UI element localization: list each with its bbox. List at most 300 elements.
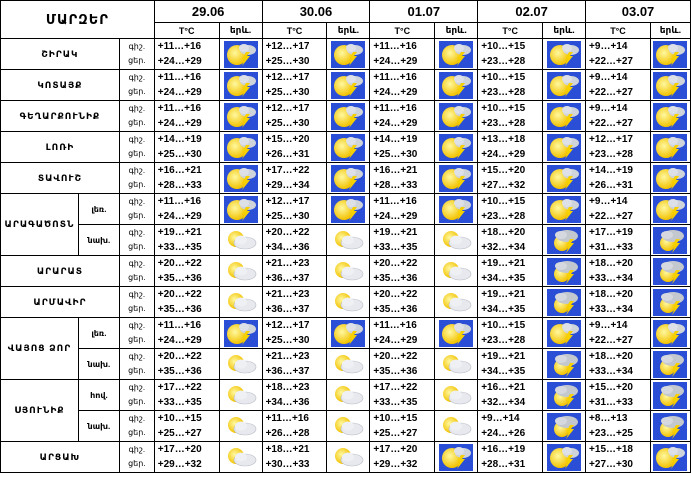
partly-cloudy-icon [219, 442, 262, 473]
partly-cloudy-icon [327, 256, 370, 287]
day-temperature: +24…+26 [481, 428, 526, 439]
day-temperature: +22…+27 [589, 56, 633, 67]
night-temperature: +10…+15 [481, 320, 526, 331]
day-temperature: +34…+36 [265, 242, 310, 253]
temperature-cell [586, 442, 651, 473]
time-of-day-labels [119, 442, 154, 473]
table-row [1, 380, 691, 411]
day-temperature: +33…+35 [157, 397, 202, 408]
partly-cloudy-icon [435, 256, 478, 287]
day-temperature: +24…+29 [157, 118, 202, 129]
time-of-day-labels [119, 287, 154, 318]
day-label: ցեր. [128, 273, 146, 282]
day-temperature: +25…+30 [373, 149, 418, 160]
temperature-cell [370, 287, 435, 318]
sun-cloud-lightning-icon [327, 70, 370, 101]
night-temperature: +20…+22 [157, 289, 202, 300]
sun-cloud-lightning-icon [650, 442, 690, 473]
day-label: ցեր. [128, 428, 146, 437]
temperature-cell [370, 256, 435, 287]
night-temperature: +11…+16 [157, 320, 202, 331]
icon-column-header: երև. [435, 23, 478, 39]
night-temperature: +18…+20 [589, 289, 633, 300]
night-temperature: +8…+13 [589, 413, 628, 424]
night-temperature: +11…+16 [157, 103, 202, 114]
day-temperature: +25…+30 [265, 211, 310, 222]
night-temperature: +10…+15 [373, 413, 418, 424]
night-temperature: +15…+20 [481, 165, 526, 176]
day-temperature: +35…+36 [157, 304, 202, 315]
day-temperature: +29…+32 [157, 459, 202, 470]
day-temperature: +25…+30 [265, 118, 310, 129]
night-temperature: +17…+19 [589, 227, 633, 238]
region-name: ԱՐԱՐԱՏ [1, 256, 120, 287]
sun-cloud-lightning-icon [543, 39, 586, 70]
temp-column-header: T°C [478, 23, 543, 39]
cloud-sun-lightning-icon [650, 380, 690, 411]
night-temperature: +19…+21 [373, 227, 418, 238]
day-label: ցեր. [128, 211, 146, 220]
cloud-sun-lightning-icon [543, 380, 586, 411]
partly-cloudy-icon [327, 380, 370, 411]
night-temperature: +17…+20 [157, 444, 202, 455]
temperature-cell [586, 318, 651, 349]
night-temperature: +11…+16 [265, 413, 309, 424]
partly-cloudy-icon [219, 287, 262, 318]
sun-cloud-lightning-icon [435, 163, 478, 194]
header-dates-row [1, 1, 691, 23]
night-temperature: +12…+17 [265, 196, 310, 207]
sun-cloud-lightning-icon [435, 70, 478, 101]
night-temperature: +21…+23 [265, 258, 310, 269]
temperature-cell [154, 287, 219, 318]
day-temperature: +24…+29 [157, 211, 202, 222]
night-label: գիշ. [128, 321, 146, 330]
day-temperature: +28…+31 [481, 459, 526, 470]
day-temperature: +23…+28 [481, 56, 526, 67]
forecast-body [1, 39, 691, 473]
temperature-cell [262, 70, 327, 101]
region-name: ԱՐՑԱԽ [1, 442, 120, 473]
day-temperature: +24…+29 [373, 335, 418, 346]
sun-cloud-lightning-icon [435, 442, 478, 473]
temperature-cell [262, 225, 327, 256]
day-label: ցեր. [128, 180, 146, 189]
temperature-cell [478, 256, 543, 287]
time-of-day-labels [119, 163, 154, 194]
table-row [1, 132, 691, 163]
temperature-cell [478, 39, 543, 70]
day-temperature: +33…+34 [589, 273, 633, 284]
date-header: 01.07 [370, 1, 478, 23]
sun-cloud-lightning-icon [435, 318, 478, 349]
day-temperature: +28…+33 [373, 180, 418, 191]
sun-cloud-lightning-icon [219, 163, 262, 194]
region-name: ԿՈՏԱՅՔ [1, 70, 120, 101]
night-temperature: +11…+16 [373, 196, 417, 207]
sun-cloud-lightning-icon [435, 101, 478, 132]
day-temperature: +32…+34 [481, 397, 526, 408]
day-label: ցեր. [128, 242, 146, 251]
partly-cloudy-icon [435, 225, 478, 256]
time-of-day-labels [119, 411, 154, 442]
sun-cloud-lightning-icon [219, 132, 262, 163]
sun-cloud-lightning-icon [327, 318, 370, 349]
day-temperature: +33…+35 [373, 397, 418, 408]
cloud-sun-lightning-icon [650, 256, 690, 287]
night-temperature: +11…+16 [373, 103, 417, 114]
temperature-cell [586, 163, 651, 194]
day-temperature: +22…+27 [589, 211, 633, 222]
partly-cloudy-icon [435, 287, 478, 318]
sun-cloud-lightning-icon [650, 194, 690, 225]
day-temperature: +33…+35 [373, 242, 418, 253]
cloud-sun-lightning-icon [543, 256, 586, 287]
day-temperature: +25…+30 [157, 149, 202, 160]
sun-cloud-lightning-icon [219, 39, 262, 70]
day-temperature: +24…+29 [157, 87, 202, 98]
night-temperature: +17…+22 [373, 382, 418, 393]
day-temperature: +23…+28 [589, 149, 633, 160]
partly-cloudy-icon [219, 411, 262, 442]
sub-region-name: լեռ. [78, 194, 119, 225]
night-temperature: +11…+16 [157, 41, 202, 52]
temperature-cell [478, 101, 543, 132]
night-temperature: +16…+21 [373, 165, 418, 176]
night-temperature: +15…+18 [589, 444, 633, 455]
night-temperature: +9…+14 [589, 72, 628, 83]
table-row [1, 70, 691, 101]
time-of-day-labels [119, 225, 154, 256]
temperature-cell [154, 132, 219, 163]
cloud-sun-lightning-icon [543, 349, 586, 380]
sun-cloud-lightning-icon [543, 132, 586, 163]
sub-region-name: հով. [78, 380, 119, 411]
night-temperature: +10…+15 [481, 196, 526, 207]
region-name: ԱՐԱԳԱԾՈՏՆ [1, 194, 79, 256]
sun-cloud-lightning-icon [650, 101, 690, 132]
day-temperature: +22…+27 [589, 335, 633, 346]
temperature-cell [154, 39, 219, 70]
temperature-cell [370, 318, 435, 349]
sub-region-name: նախ. [78, 349, 119, 380]
temperature-cell [478, 411, 543, 442]
day-label: ցեր. [128, 118, 146, 127]
temperature-cell [154, 411, 219, 442]
sun-cloud-lightning-icon [650, 163, 690, 194]
night-temperature: +20…+22 [373, 258, 418, 269]
night-temperature: +18…+20 [589, 351, 633, 362]
time-of-day-labels [119, 132, 154, 163]
region-name: ԱՐՄԱՎԻՐ [1, 287, 120, 318]
temperature-cell [154, 380, 219, 411]
temperature-cell [262, 349, 327, 380]
temperature-cell [586, 39, 651, 70]
day-label: ցեր. [128, 149, 146, 158]
temperature-cell [370, 442, 435, 473]
day-temperature: +33…+34 [589, 366, 633, 377]
temperature-cell [478, 163, 543, 194]
night-temperature: +11…+16 [157, 196, 202, 207]
time-of-day-labels [119, 349, 154, 380]
night-temperature: +9…+14 [481, 413, 520, 424]
night-temperature: +12…+17 [265, 103, 310, 114]
day-temperature: +31…+33 [589, 242, 633, 253]
day-temperature: +24…+29 [373, 87, 418, 98]
cloud-sun-lightning-icon [650, 411, 690, 442]
night-temperature: +17…+20 [373, 444, 418, 455]
night-temperature: +19…+21 [481, 351, 526, 362]
date-header: 29.06 [154, 1, 262, 23]
night-label: գիշ. [128, 259, 146, 268]
day-temperature: +34…+35 [481, 366, 526, 377]
night-temperature: +20…+22 [373, 289, 418, 300]
partly-cloudy-icon [435, 349, 478, 380]
sub-region-name: լեռ. [78, 318, 119, 349]
night-temperature: +18…+20 [481, 227, 526, 238]
day-temperature: +29…+34 [265, 180, 310, 191]
temperature-cell [370, 70, 435, 101]
night-temperature: +11…+16 [373, 320, 417, 331]
partly-cloudy-icon [327, 442, 370, 473]
night-temperature: +9…+14 [589, 320, 628, 331]
night-temperature: +16…+19 [481, 444, 526, 455]
night-temperature: +19…+21 [481, 289, 526, 300]
night-temperature: +11…+16 [373, 72, 417, 83]
day-temperature: +33…+35 [157, 242, 202, 253]
temperature-cell [478, 442, 543, 473]
sun-cloud-lightning-icon [543, 163, 586, 194]
night-temperature: +13…+18 [481, 134, 526, 145]
sun-cloud-lightning-icon [543, 70, 586, 101]
table-row [1, 287, 691, 318]
night-temperature: +21…+23 [265, 351, 310, 362]
night-label: գիշ. [128, 352, 146, 361]
table-row [1, 318, 691, 349]
temperature-cell [586, 70, 651, 101]
night-temperature: +12…+17 [589, 134, 633, 145]
night-temperature: +12…+17 [265, 72, 310, 83]
temperature-cell [154, 256, 219, 287]
region-name: ԼՈՌԻ [1, 132, 120, 163]
temperature-cell [586, 101, 651, 132]
day-temperature: +34…+35 [481, 273, 526, 284]
night-temperature: +10…+15 [157, 413, 202, 424]
partly-cloudy-icon [219, 225, 262, 256]
table-row [1, 101, 691, 132]
temperature-cell [370, 380, 435, 411]
sun-cloud-lightning-icon [650, 70, 690, 101]
cloud-sun-lightning-icon [650, 287, 690, 318]
night-temperature: +10…+15 [481, 103, 526, 114]
temp-column-header: T°C [262, 23, 327, 39]
day-label: ցեր. [128, 366, 146, 375]
night-temperature: +12…+17 [265, 41, 310, 52]
night-temperature: +19…+21 [157, 227, 202, 238]
night-label: գիշ. [128, 445, 146, 454]
partly-cloudy-icon [327, 287, 370, 318]
night-temperature: +18…+20 [589, 258, 633, 269]
night-temperature: +10…+15 [481, 41, 526, 52]
cloud-sun-lightning-icon [650, 225, 690, 256]
day-temperature: +23…+25 [589, 428, 633, 439]
time-of-day-labels [119, 380, 154, 411]
temperature-cell [370, 349, 435, 380]
day-temperature: +32…+34 [481, 242, 526, 253]
day-temperature: +26…+31 [265, 149, 310, 160]
temperature-cell [586, 287, 651, 318]
temperature-cell [154, 163, 219, 194]
day-temperature: +35…+36 [157, 273, 202, 284]
icon-column-header: երև. [219, 23, 262, 39]
night-temperature: +18…+21 [265, 444, 310, 455]
day-temperature: +24…+29 [373, 56, 418, 67]
temperature-cell [370, 194, 435, 225]
temperature-cell [154, 318, 219, 349]
temperature-cell [262, 39, 327, 70]
day-temperature: +35…+36 [373, 273, 418, 284]
temperature-cell [478, 287, 543, 318]
table-row [1, 411, 691, 442]
day-temperature: +33…+34 [589, 304, 633, 315]
sun-cloud-lightning-icon [543, 442, 586, 473]
sub-region-name: նախ. [78, 411, 119, 442]
night-temperature: +14…+19 [157, 134, 202, 145]
temperature-cell [586, 194, 651, 225]
table-row [1, 225, 691, 256]
temperature-cell [262, 318, 327, 349]
table-row [1, 163, 691, 194]
partly-cloudy-icon [219, 380, 262, 411]
temperature-cell [154, 349, 219, 380]
sun-cloud-lightning-icon [543, 194, 586, 225]
temperature-cell [478, 318, 543, 349]
night-temperature: +16…+21 [157, 165, 202, 176]
sun-cloud-lightning-icon [650, 39, 690, 70]
night-label: գիշ. [128, 42, 146, 51]
day-temperature: +34…+36 [265, 397, 310, 408]
day-temperature: +22…+27 [589, 87, 633, 98]
temperature-cell [154, 70, 219, 101]
night-label: գիշ. [128, 290, 146, 299]
night-temperature: +18…+23 [265, 382, 310, 393]
temperature-cell [586, 132, 651, 163]
day-temperature: +25…+30 [265, 87, 310, 98]
day-label: ցեր. [128, 56, 146, 65]
day-temperature: +23…+28 [481, 211, 526, 222]
day-temperature: +27…+32 [481, 180, 526, 191]
temperature-cell [154, 225, 219, 256]
sun-cloud-lightning-icon [219, 318, 262, 349]
time-of-day-labels [119, 318, 154, 349]
temperature-cell [262, 194, 327, 225]
night-temperature: +17…+22 [265, 165, 310, 176]
icon-column-header: երև. [327, 23, 370, 39]
night-temperature: +9…+14 [589, 196, 628, 207]
temperature-cell [154, 101, 219, 132]
day-temperature: +35…+36 [157, 366, 202, 377]
day-temperature: +23…+28 [481, 118, 526, 129]
region-name: ՇԻՐԱԿ [1, 39, 120, 70]
sun-cloud-lightning-icon [543, 101, 586, 132]
night-temperature: +9…+14 [589, 103, 628, 114]
night-label: գիշ. [128, 197, 146, 206]
region-name: ՎԱՅՈՑ ՁՈՐ [1, 318, 79, 380]
sun-cloud-lightning-icon [435, 132, 478, 163]
icon-column-header: երև. [543, 23, 586, 39]
day-label: ցեր. [128, 335, 146, 344]
sun-cloud-lightning-icon [650, 132, 690, 163]
night-label: գիշ. [128, 135, 146, 144]
day-label: ցեր. [128, 459, 146, 468]
day-temperature: +24…+29 [157, 335, 202, 346]
night-temperature: +9…+14 [589, 41, 628, 52]
day-temperature: +25…+27 [373, 428, 418, 439]
date-header: 30.06 [262, 1, 370, 23]
day-label: ցեր. [128, 397, 146, 406]
day-temperature: +36…+37 [265, 304, 310, 315]
day-temperature: +36…+37 [265, 273, 310, 284]
date-header: 02.07 [478, 1, 586, 23]
temperature-cell [478, 132, 543, 163]
day-temperature: +25…+30 [265, 56, 310, 67]
night-temperature: +16…+21 [481, 382, 526, 393]
day-temperature: +35…+36 [373, 304, 418, 315]
temperature-cell [586, 256, 651, 287]
icon-column-header: երև. [650, 23, 690, 39]
night-temperature: +10…+15 [481, 72, 526, 83]
cloud-sun-lightning-icon [543, 225, 586, 256]
temp-column-header: T°C [370, 23, 435, 39]
night-label: գիշ. [128, 166, 146, 175]
night-label: գիշ. [128, 383, 146, 392]
night-temperature: +20…+22 [157, 258, 202, 269]
day-temperature: +24…+29 [481, 149, 526, 160]
temperature-cell [262, 287, 327, 318]
temperature-cell [478, 225, 543, 256]
partly-cloudy-icon [219, 256, 262, 287]
region-name: ԳԵՂԱՐՔՈՒՆԻՔ [1, 101, 120, 132]
sun-cloud-lightning-icon [219, 101, 262, 132]
region-column-header: ՄԱՐԶԵՐ [1, 1, 155, 39]
sun-cloud-lightning-icon [327, 163, 370, 194]
day-temperature: +29…+32 [373, 459, 418, 470]
temperature-cell [478, 380, 543, 411]
temperature-cell [154, 194, 219, 225]
temperature-cell [262, 132, 327, 163]
temperature-cell [586, 225, 651, 256]
day-temperature: +30…+33 [265, 459, 310, 470]
night-temperature: +17…+22 [157, 382, 202, 393]
temperature-cell [262, 411, 327, 442]
sub-region-name: նախ. [78, 225, 119, 256]
sun-cloud-lightning-icon [327, 132, 370, 163]
table-row [1, 194, 691, 225]
time-of-day-labels [119, 39, 154, 70]
temperature-cell [370, 225, 435, 256]
night-label: գիշ. [128, 414, 146, 423]
temperature-cell [154, 442, 219, 473]
day-temperature: +36…+37 [265, 366, 310, 377]
night-temperature: +19…+21 [481, 258, 526, 269]
night-temperature: +20…+22 [265, 227, 310, 238]
day-temperature: +26…+31 [589, 180, 633, 191]
day-temperature: +24…+29 [373, 211, 418, 222]
sun-cloud-lightning-icon [327, 39, 370, 70]
partly-cloudy-icon [327, 349, 370, 380]
night-temperature: +14…+19 [373, 134, 418, 145]
region-name: ՍՅՈՒՆԻՔ [1, 380, 79, 442]
